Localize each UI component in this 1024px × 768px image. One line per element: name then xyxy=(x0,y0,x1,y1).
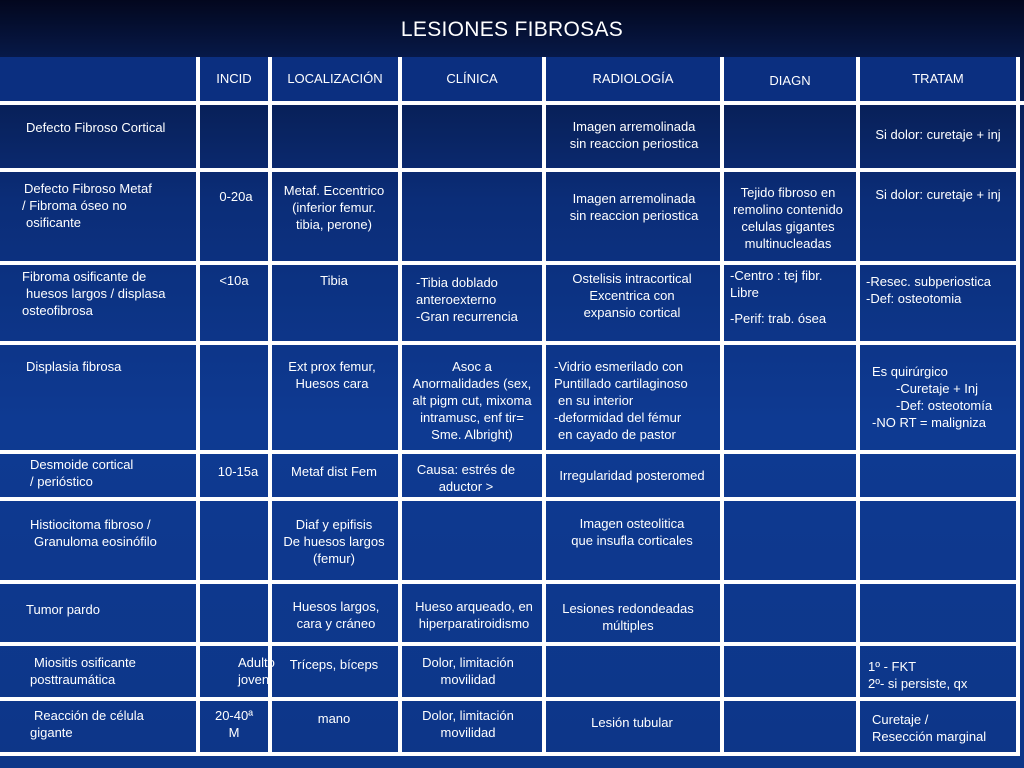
cell-line: -Def: osteotomía xyxy=(896,398,993,413)
cell-line: -Resec. subperiostica xyxy=(866,274,991,289)
row-divider xyxy=(0,168,1016,172)
column-divider xyxy=(196,57,200,756)
lesion-name xyxy=(30,654,136,688)
cell-line: osificante xyxy=(26,215,81,230)
radiologia-cell xyxy=(534,118,734,152)
cell-line: Dolor, limitación xyxy=(422,708,514,723)
radiologia-cell xyxy=(554,358,688,443)
radiologia-cell xyxy=(532,515,732,549)
cell-line: alt pigm cut, mixoma xyxy=(412,393,532,408)
cell-line: multinucleadas xyxy=(744,236,832,251)
cell-line: que insufla corticales xyxy=(571,533,693,548)
header-diagn: DIAGN xyxy=(724,57,856,101)
clinica-cell xyxy=(416,274,518,325)
cell-line: Tibia xyxy=(320,273,348,288)
cell-line: celulas gigantes xyxy=(741,219,835,234)
cell-line: Reacción de célula xyxy=(34,708,144,723)
tratam-cell xyxy=(872,711,986,745)
cell-line: Tumor pardo xyxy=(26,602,100,617)
header-clinica: CLÍNICA xyxy=(402,57,542,101)
cell-line: Huesos cara xyxy=(295,376,369,391)
cell-line: 2º- si persiste, qx xyxy=(868,676,968,691)
cell-line: <10a xyxy=(219,273,249,288)
header-tratam: TRATAM xyxy=(860,57,1016,101)
cell-line: Asoc a xyxy=(452,359,492,374)
cell-line: De huesos largos xyxy=(283,534,385,549)
cell-line: intramusc, enf tir= xyxy=(420,410,524,425)
cell-line: movilidad xyxy=(440,672,496,687)
lesion-name xyxy=(26,119,165,136)
cell-line: 1º - FKT xyxy=(868,659,917,674)
cell-line: tibia, perone) xyxy=(296,217,372,232)
cell-line: Huesos largos, xyxy=(292,599,380,614)
cell-line: osteofibrosa xyxy=(22,303,93,318)
cell-line: joven xyxy=(238,672,270,687)
radiologia-cell xyxy=(532,467,732,484)
cell-line: sin reaccion periostica xyxy=(569,136,699,151)
cell-line: Adulto xyxy=(238,655,275,670)
cell-line: Diaf y epifisis xyxy=(295,517,373,532)
cell-line: Causa: estrés de xyxy=(416,462,516,477)
tratam-cell xyxy=(866,273,991,307)
cell-line: en su interior xyxy=(558,393,634,408)
header-localizacion: LOCALIZACIÓN xyxy=(272,57,398,101)
cell-line: Metaf. Eccentrico xyxy=(283,183,385,198)
cell-line: gigante xyxy=(30,725,73,740)
cell-line: posttraumática xyxy=(30,672,116,687)
cell-line: Defecto Fibroso Cortical xyxy=(26,120,166,135)
cell-line: Excentrica con xyxy=(589,288,675,303)
cell-line: -Def: osteotomia xyxy=(866,291,962,306)
cell-line: Curetaje / xyxy=(872,712,929,727)
column-divider xyxy=(856,57,860,756)
cell-line: -Vidrio esmerilado con xyxy=(554,359,684,374)
cell-line: Histiocitoma fibroso / xyxy=(30,517,151,532)
column-divider xyxy=(268,57,272,756)
cell-line: -Centro : tej fibr. xyxy=(730,268,823,283)
cell-line: -Perif: trab. ósea xyxy=(730,311,827,326)
row-divider xyxy=(0,341,1016,345)
tratam-cell xyxy=(868,658,967,692)
cell-line: Anormalidades (sex, xyxy=(412,376,532,391)
cell-line: Tríceps, bíceps xyxy=(289,657,379,672)
tratam-cell xyxy=(838,126,1024,143)
row-divider xyxy=(0,450,1016,454)
lesion-name xyxy=(30,516,157,550)
cell-line: Dolor, limitación xyxy=(422,655,514,670)
cell-line: -Curetaje + Inj xyxy=(896,381,979,396)
header-radiologia: RADIOLOGÍA xyxy=(546,57,720,101)
cell-line: M xyxy=(228,725,240,740)
cell-line: Sme. Albright) xyxy=(431,427,513,442)
lesion-name xyxy=(22,180,152,231)
cell-line: Fibroma osificante de xyxy=(22,269,147,284)
cell-line: 0-20a xyxy=(219,189,253,204)
row-divider xyxy=(0,261,1016,265)
cell-line: -Tibia doblado xyxy=(416,275,498,290)
lesion-name xyxy=(26,358,121,375)
cell-line: Libre xyxy=(730,285,759,300)
cell-line: Displasia fibrosa xyxy=(26,359,122,374)
cell-line: Lesión tubular xyxy=(591,715,673,730)
header-row-label-blank xyxy=(0,57,196,101)
cell-line: en cayado de pastor xyxy=(558,427,676,442)
cell-line: Resección marginal xyxy=(872,729,987,744)
radiologia-cell xyxy=(532,714,732,731)
clinica-cell xyxy=(372,358,572,443)
cell-line: Granuloma eosinófilo xyxy=(34,534,157,549)
cell-line: anteroexterno xyxy=(416,292,497,307)
cell-line: Miositis osificante xyxy=(34,655,136,670)
tratam-cell xyxy=(838,186,1024,203)
cell-line: Defecto Fibroso Metaf xyxy=(24,181,152,196)
cell-line: Si dolor: curetaje + inj xyxy=(875,187,1001,202)
cell-line: movilidad xyxy=(440,725,496,740)
cell-line: Metaf dist Fem xyxy=(291,464,377,479)
cell-line: mano xyxy=(317,711,351,726)
column-divider xyxy=(720,57,724,756)
cell-line: cara y cráneo xyxy=(296,616,376,631)
cell-line: Ostelisis intracortical xyxy=(572,271,692,286)
lesion-name xyxy=(30,707,144,741)
row-divider xyxy=(0,580,1016,584)
cell-line: Es quirúrgico xyxy=(872,364,948,379)
row-divider xyxy=(0,642,1016,646)
cell-line: Irregularidad posteromed xyxy=(559,468,705,483)
clinica-cell xyxy=(368,654,568,688)
cell-line: Tejido fibroso en xyxy=(740,185,836,200)
row-divider xyxy=(0,497,1016,501)
cell-line: Hueso arqueado, en xyxy=(415,599,533,614)
cell-line: remolino contenido xyxy=(733,202,843,217)
diagn-cell xyxy=(730,267,826,327)
cell-line: múltiples xyxy=(602,618,654,633)
cell-line: -NO RT = maligniza xyxy=(872,415,987,430)
header-divider xyxy=(0,101,1024,105)
table-bottom-border xyxy=(0,752,1016,756)
cell-line: / perióstico xyxy=(30,474,93,489)
cell-line: -Gran recurrencia xyxy=(416,309,518,324)
cell-line: (femur) xyxy=(313,551,355,566)
cell-line: 10-15a xyxy=(217,464,259,479)
page-title: LESIONES FIBROSAS xyxy=(400,18,624,41)
column-divider xyxy=(1016,57,1020,756)
cell-line: sin reaccion periostica xyxy=(569,208,699,223)
localizacion-cell xyxy=(234,272,434,289)
radiologia-cell xyxy=(532,270,732,321)
cell-line: Puntillado cartilaginoso xyxy=(554,376,688,391)
cell-line: 20-40ª xyxy=(214,708,254,723)
cell-line: Si dolor: curetaje + inj xyxy=(875,127,1001,142)
radiologia-cell xyxy=(528,600,728,634)
cell-line: huesos largos / displasa xyxy=(26,286,166,301)
cell-line: Imagen arremolinada xyxy=(572,119,696,134)
header-incid: INCID xyxy=(200,57,268,101)
cell-line: Imagen osteolitica xyxy=(579,516,685,531)
cell-line: (inferior femur. xyxy=(292,200,376,215)
tratam-cell xyxy=(872,363,992,431)
lesion-name xyxy=(30,456,133,490)
localizacion-cell xyxy=(234,182,434,233)
cell-line: / Fibroma óseo no xyxy=(22,198,127,213)
row-divider xyxy=(0,697,1016,701)
cell-line: -deformidad del fémur xyxy=(554,410,682,425)
cell-line: Lesiones redondeadas xyxy=(562,601,694,616)
cell-line: aductor > xyxy=(438,479,494,494)
localizacion-cell xyxy=(234,516,434,567)
lesion-name xyxy=(26,601,100,618)
cell-line: Ext prox femur, xyxy=(288,359,376,374)
cell-line: Imagen arremolinada xyxy=(572,191,696,206)
cell-line: Desmoide cortical xyxy=(30,457,134,472)
cell-line: hiperparatiroidismo xyxy=(418,616,530,631)
cell-line: expansio cortical xyxy=(583,305,681,320)
